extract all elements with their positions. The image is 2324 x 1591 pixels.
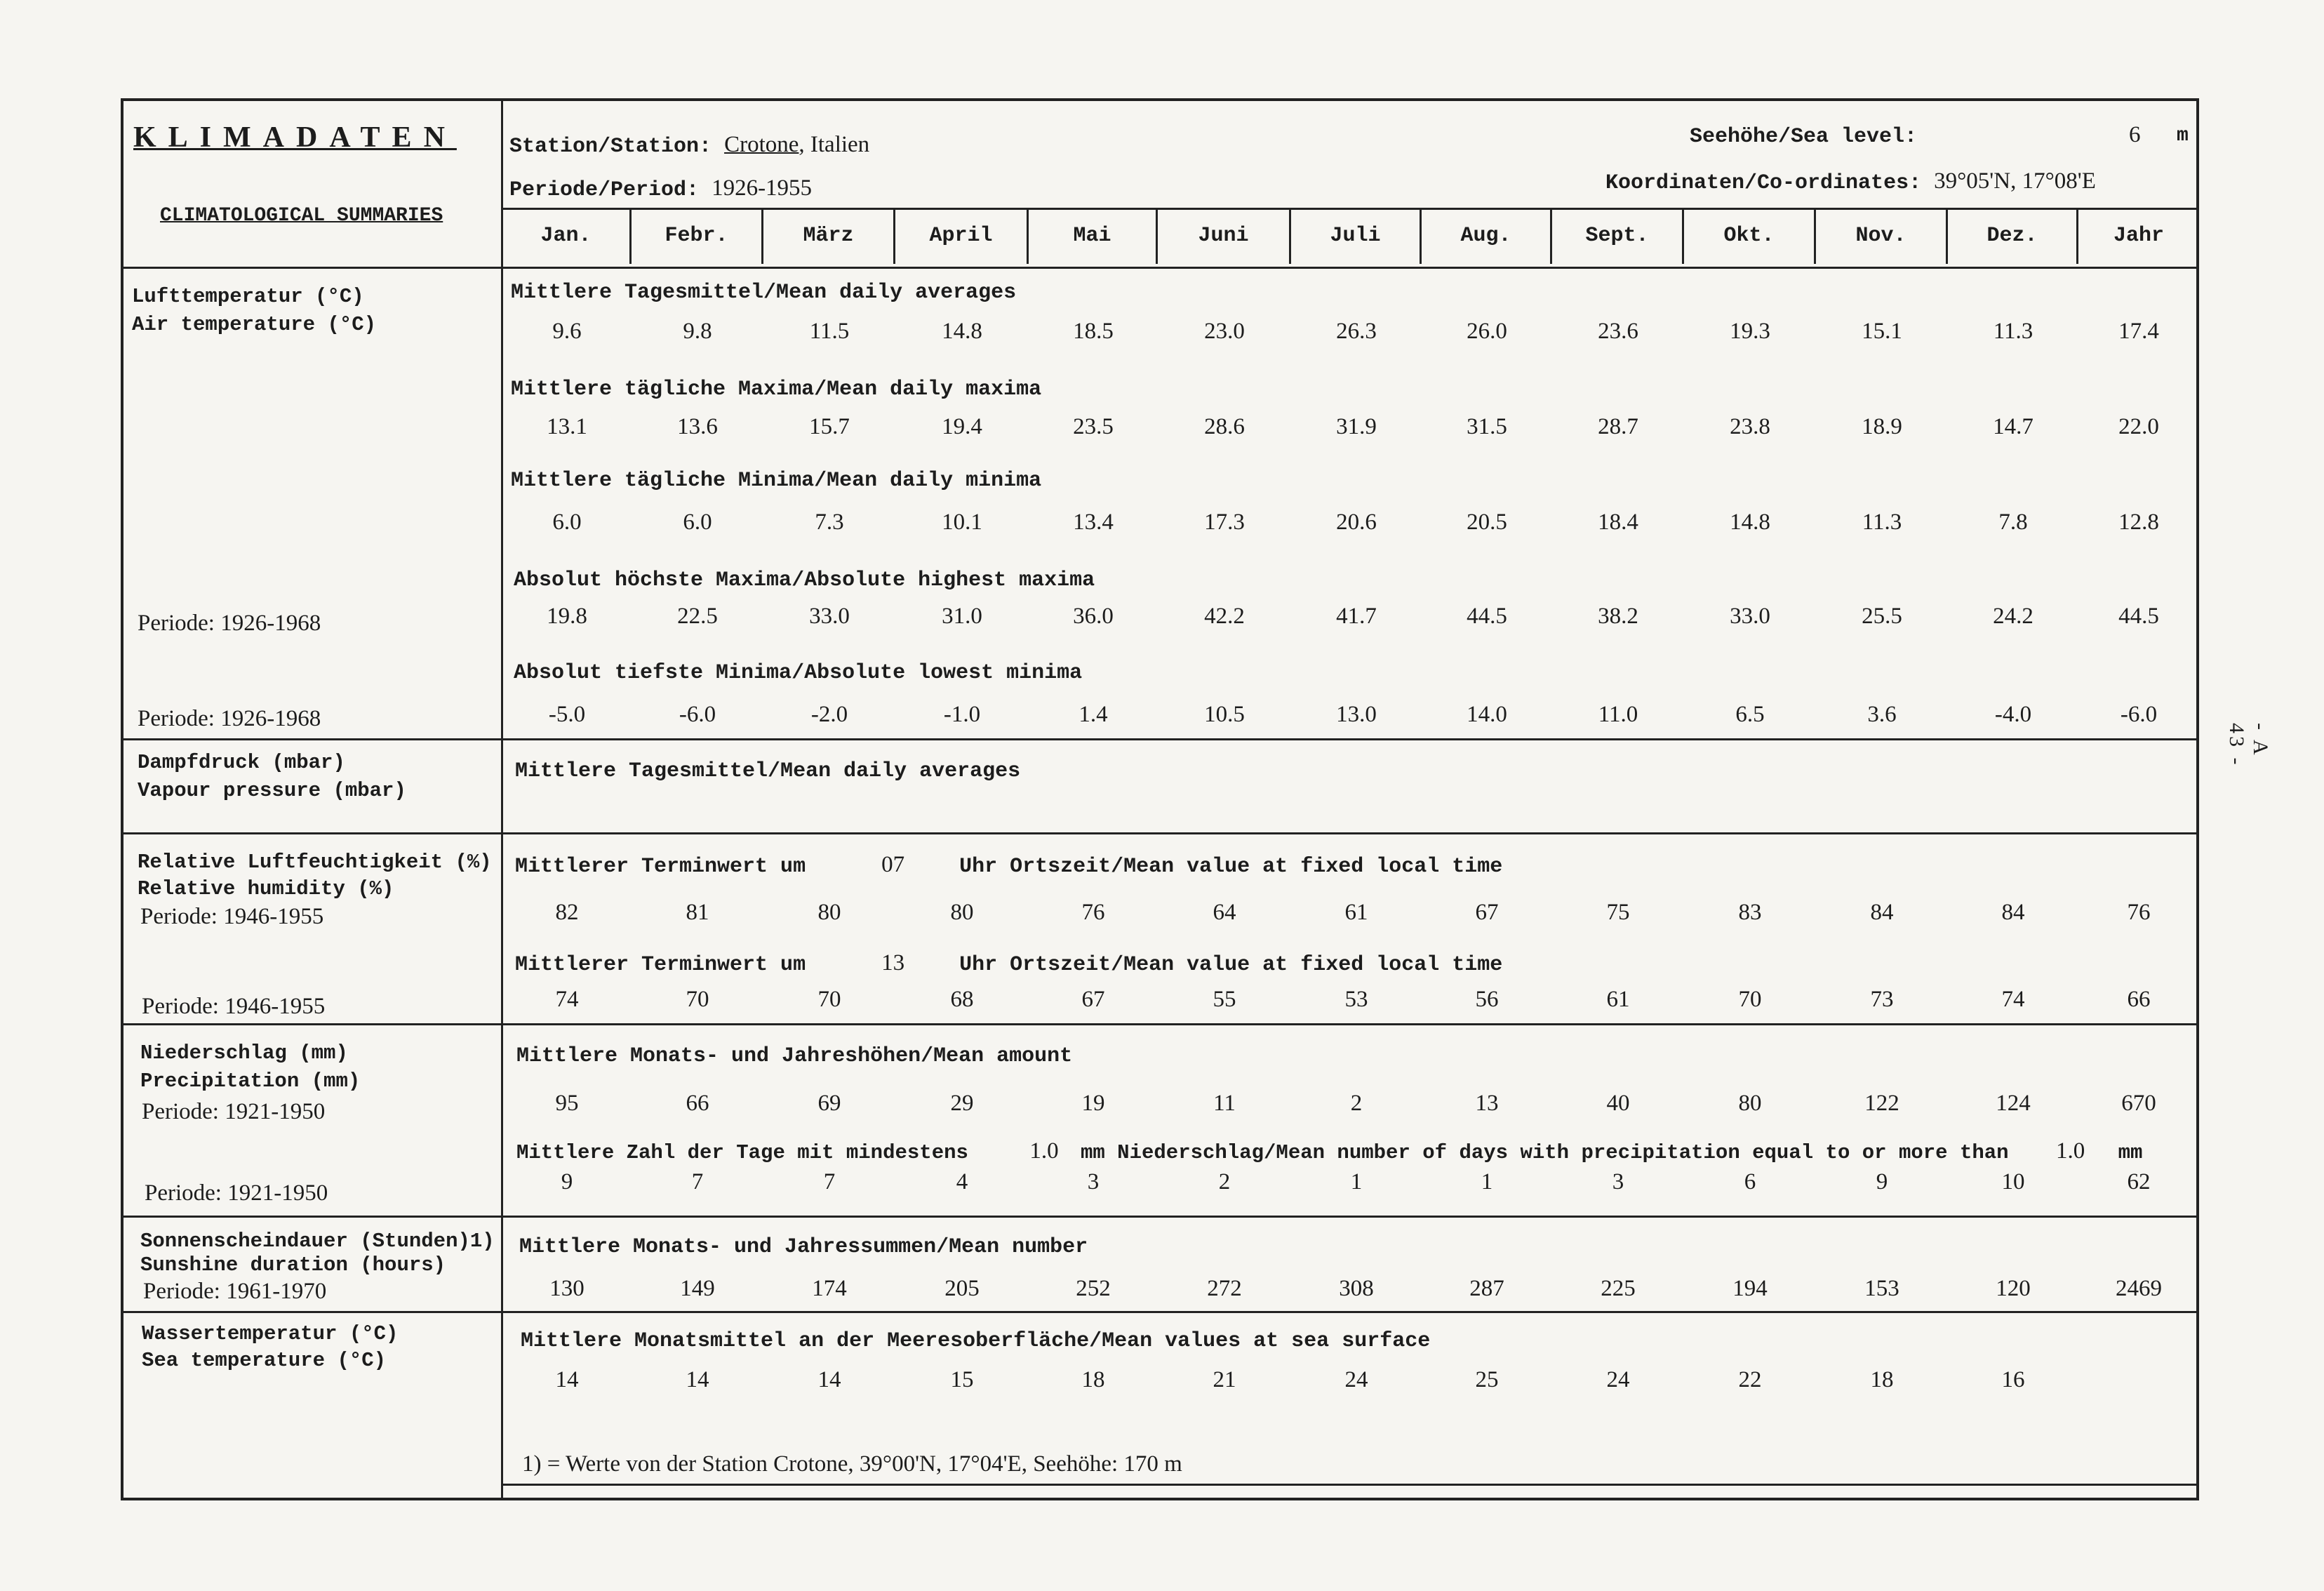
value-cell: 66 [2127, 987, 2151, 1012]
period-value: 1926-1955 [712, 175, 813, 201]
value-cell: 41.7 [1336, 604, 1377, 629]
page-title: KLIMADATEN [133, 121, 457, 154]
value-cell: 13 [1475, 1091, 1499, 1116]
value-cell: 205 [944, 1276, 980, 1301]
value-cell: 7 [691, 1169, 704, 1194]
value-cell: 16 [2001, 1367, 2025, 1392]
value-cell: 7.3 [815, 510, 844, 535]
value-cell: 75 [1606, 900, 1630, 925]
value-cell: 7.8 [1998, 510, 2028, 535]
value-cell: 20.5 [1467, 510, 1507, 535]
air-temp-heading-min: Mittlere tägliche Minima/Mean daily minima [511, 469, 1042, 493]
value-cell: 9.8 [683, 319, 712, 344]
value-cell: 31.0 [942, 604, 982, 629]
period-label: Periode/Period: [509, 178, 700, 202]
value-cell: 13.1 [547, 414, 587, 439]
humidity-label-en: Relative humidity (%) [138, 877, 394, 900]
value-cell: 13.4 [1073, 510, 1114, 535]
value-cell: 4 [956, 1169, 968, 1194]
value-cell: 73 [1870, 987, 1894, 1012]
sea-heading: Mittlere Monatsmittel an der Meeresoberfläche/Mean values at sea surface [521, 1329, 1431, 1353]
column-header-11: Nov. [1816, 208, 1948, 264]
value-cell: 2469 [2116, 1276, 2162, 1301]
value-cell: 174 [812, 1276, 847, 1301]
period-line [509, 175, 812, 202]
air-temp-label-en: Air temperature (°C) [132, 313, 377, 336]
value-cell: 28.7 [1598, 414, 1638, 439]
value-cell: 61 [1606, 987, 1630, 1012]
value-cell: 6 [1744, 1169, 1756, 1194]
value-cell: 1.4 [1078, 702, 1108, 727]
value-cell: 14.8 [942, 319, 982, 344]
value-cell: 38.2 [1598, 604, 1638, 629]
column-header-5: Mai [1029, 208, 1158, 264]
sunshine-label-en: Sunshine duration (hours) [140, 1253, 446, 1277]
value-cell: 62 [2127, 1169, 2151, 1194]
footnote: 1) = Werte von der Station Crotone, 39°00'N, 17°04'E, Seehöhe: 170 m [522, 1451, 1182, 1477]
value-cell: 20.6 [1336, 510, 1377, 535]
value-cell: 252 [1076, 1276, 1111, 1301]
value-cell: 194 [1732, 1276, 1768, 1301]
value-cell: 56 [1475, 987, 1499, 1012]
value-cell: 84 [1870, 900, 1894, 925]
humidity-period-2: Periode: 1946-1955 [142, 994, 326, 1019]
value-cell: 26.3 [1336, 319, 1377, 344]
column-header-9: Sept. [1552, 208, 1684, 264]
value-cell: -1.0 [943, 702, 981, 727]
value-cell: 18 [1081, 1367, 1105, 1392]
value-cell: 13.0 [1336, 702, 1377, 727]
precip-heading-days-b: mm Niederschlag/Mean number of days with precipitation equal to or more than [1080, 1141, 2009, 1164]
sunshine-period: Periode: 1961-1970 [143, 1279, 327, 1304]
precip-period-1: Periode: 1921-1950 [142, 1099, 326, 1124]
value-cell: 1 [1350, 1169, 1363, 1194]
value-cell: 122 [1864, 1091, 1899, 1116]
value-cell: 28.6 [1204, 414, 1245, 439]
value-cell: 22 [1738, 1367, 1762, 1392]
humidity-period-1: Periode: 1946-1955 [140, 904, 324, 929]
value-cell: 42.2 [1204, 604, 1245, 629]
value-cell: 14.8 [1730, 510, 1770, 535]
value-cell: 70 [817, 987, 841, 1012]
air-temp-label-de: Lufttemperatur (°C) [132, 285, 364, 308]
value-cell: 14 [555, 1367, 579, 1392]
footnote-rule [502, 1484, 2199, 1486]
value-cell: -4.0 [1994, 702, 2032, 727]
column-header-3: März [763, 208, 895, 264]
value-cell: 11.5 [809, 319, 850, 344]
value-cell: 29 [950, 1091, 974, 1116]
value-cell: 3.6 [1867, 702, 1897, 727]
value-cell: 11.3 [1862, 510, 1902, 535]
value-cell: 13.6 [677, 414, 718, 439]
value-cell: 19 [1081, 1091, 1105, 1116]
value-cell: 670 [2121, 1091, 2156, 1116]
value-cell: 22.0 [2118, 414, 2159, 439]
value-cell: 53 [1344, 987, 1368, 1012]
vapour-label-en: Vapour pressure (mbar) [138, 779, 406, 802]
value-cell: 11.3 [1993, 319, 2034, 344]
column-header-2: Febr. [632, 208, 763, 264]
value-cell: 149 [680, 1276, 715, 1301]
value-cell: 11 [1213, 1091, 1236, 1116]
column-header-6: Juni [1158, 208, 1291, 264]
value-cell: 10.1 [942, 510, 982, 535]
coords-label: Koordinaten/Co-ordinates: [1605, 171, 1922, 195]
value-cell: 308 [1339, 1276, 1374, 1301]
value-cell: 22.5 [677, 604, 718, 629]
value-cell: 81 [686, 900, 709, 925]
value-cell: 15.1 [1862, 319, 1902, 344]
value-cell: 12.8 [2118, 510, 2159, 535]
precip-threshold-1: 1.0 [1029, 1138, 1059, 1164]
value-cell: 18.5 [1073, 319, 1114, 344]
value-cell: 55 [1213, 987, 1236, 1012]
air-temp-period-abs-min: Periode: 1926-1968 [138, 706, 321, 731]
humidity-time-07: 07 [881, 852, 905, 877]
coords-line [1605, 168, 2096, 195]
value-cell: -6.0 [679, 702, 716, 727]
value-cell: 7 [823, 1169, 836, 1194]
humidity-heading-prefix: Mittlerer Terminwert um [515, 953, 806, 977]
value-cell: 23.8 [1730, 414, 1770, 439]
value-cell: 67 [1475, 900, 1499, 925]
value-cell: 17.3 [1204, 510, 1245, 535]
column-header-4: April [895, 208, 1029, 264]
value-cell: 70 [1738, 987, 1762, 1012]
vapour-label-de: Dampfdruck (mbar) [138, 751, 345, 774]
coords-value: 39°05'N, 17°08'E [1934, 168, 2096, 194]
precip-period-2: Periode: 1921-1950 [145, 1180, 328, 1206]
column-header-8: Aug. [1422, 208, 1552, 264]
air-temp-heading-mean: Mittlere Tagesmittel/Mean daily averages [511, 281, 1017, 305]
value-cell: 153 [1864, 1276, 1899, 1301]
value-cell: 11.0 [1598, 702, 1638, 727]
humidity-heading-13 [515, 950, 1502, 977]
value-cell: 9.6 [552, 319, 582, 344]
value-cell: 26.0 [1467, 319, 1507, 344]
value-cell: 76 [1081, 900, 1105, 925]
air-temp-heading-abs-max: Absolut höchste Maxima/Absolute highest maxima [514, 568, 1095, 592]
value-cell: 2 [1350, 1091, 1363, 1116]
value-cell: 80 [950, 900, 974, 925]
value-cell: 84 [2001, 900, 2025, 925]
value-cell: 19.3 [1730, 319, 1770, 344]
value-cell: 25 [1475, 1367, 1499, 1392]
value-cell: 76 [2127, 900, 2151, 925]
value-cell: 6.5 [1735, 702, 1765, 727]
value-cell: 67 [1081, 987, 1105, 1012]
value-cell: 19.8 [547, 604, 587, 629]
value-cell: 6.0 [683, 510, 712, 535]
section-rule-vapour [121, 738, 2199, 740]
value-cell: 24 [1606, 1367, 1630, 1392]
sealevel-label: Seehöhe/Sea level: [1690, 125, 1918, 149]
value-cell: 31.9 [1336, 414, 1377, 439]
value-cell: 44.5 [1467, 604, 1507, 629]
station-country: , Italien [799, 132, 870, 157]
value-cell: 14.0 [1467, 702, 1507, 727]
column-header-row [502, 208, 2199, 264]
value-cell: 33.0 [809, 604, 850, 629]
value-cell: 80 [1738, 1091, 1762, 1116]
value-cell: -6.0 [2120, 702, 2158, 727]
precip-label-de: Niederschlag (mm) [140, 1041, 348, 1065]
precip-heading-amount: Mittlere Monats- und Jahreshöhen/Mean amount [516, 1044, 1073, 1068]
section-rule-sea [121, 1311, 2199, 1313]
station-label: Station/Station: [509, 135, 712, 159]
value-cell: 17.4 [2118, 319, 2159, 344]
value-cell: 18.9 [1862, 414, 1902, 439]
value-cell: 23.0 [1204, 319, 1245, 344]
value-cell: 24.2 [1993, 604, 2034, 629]
value-cell: 23.5 [1073, 414, 1114, 439]
sealevel-unit: m [2177, 125, 2189, 147]
value-cell: 9 [1876, 1169, 1888, 1194]
page-number: - A 43 - [2225, 723, 2272, 768]
air-temp-period-abs-max: Periode: 1926-1968 [138, 611, 321, 636]
sea-label-en: Sea temperature (°C) [142, 1349, 387, 1372]
precip-heading-days-a: Mittlere Zahl der Tage mit mindestens [516, 1141, 968, 1164]
value-cell: 14 [686, 1367, 709, 1392]
value-cell: -2.0 [810, 702, 848, 727]
value-cell: 10.5 [1204, 702, 1245, 727]
humidity-label-de: Relative Luftfeuchtigkeit (%) [138, 851, 492, 874]
value-cell: 14 [817, 1367, 841, 1392]
section-rule-humidity [121, 832, 2199, 834]
value-cell: 6.0 [552, 510, 582, 535]
value-cell: 1 [1481, 1169, 1493, 1194]
value-cell: 66 [686, 1091, 709, 1116]
value-cell: 24 [1344, 1367, 1368, 1392]
value-cell: 272 [1207, 1276, 1242, 1301]
humidity-heading-suffix: Uhr Ortszeit/Mean value at fixed local time [959, 953, 1503, 977]
value-cell: 61 [1344, 900, 1368, 925]
sunshine-label-de: Sonnenscheindauer (Stunden)1) [140, 1230, 495, 1253]
value-cell: 64 [1213, 900, 1236, 925]
header-divider [121, 267, 2199, 269]
value-cell: 23.6 [1598, 319, 1638, 344]
vapour-heading: Mittlere Tagesmittel/Mean daily averages [515, 759, 1021, 783]
value-cell: 82 [555, 900, 579, 925]
air-temp-heading-abs-min: Absolut tiefste Minima/Absolute lowest minima [514, 661, 1083, 685]
value-cell: 124 [1996, 1091, 2031, 1116]
value-cell: 68 [950, 987, 974, 1012]
column-header-1: Jan. [502, 208, 632, 264]
sea-label-de: Wassertemperatur (°C) [142, 1322, 399, 1345]
value-cell: 10 [2001, 1169, 2025, 1194]
value-cell: 31.5 [1467, 414, 1507, 439]
value-cell: 3 [1087, 1169, 1100, 1194]
value-cell: 74 [555, 987, 579, 1012]
value-cell: 225 [1601, 1276, 1636, 1301]
value-cell: 15 [950, 1367, 974, 1392]
value-cell: -5.0 [548, 702, 586, 727]
value-cell: 40 [1606, 1091, 1630, 1116]
section-rule-sunshine [121, 1216, 2199, 1218]
value-cell: 44.5 [2118, 604, 2159, 629]
value-cell: 70 [686, 987, 709, 1012]
humidity-heading-suffix: Uhr Ortszeit/Mean value at fixed local time [959, 855, 1503, 879]
station-line [509, 132, 869, 159]
precip-threshold-2: 1.0 [2056, 1138, 2085, 1164]
column-header-13: Jahr [2113, 224, 2164, 248]
value-cell: 74 [2001, 987, 2025, 1012]
value-cell: 2 [1218, 1169, 1231, 1194]
precip-threshold-unit: mm [2118, 1141, 2143, 1164]
label-column-divider [501, 98, 503, 1500]
value-cell: 130 [549, 1276, 585, 1301]
column-header-10: Okt. [1684, 208, 1816, 264]
value-cell: 3 [1612, 1169, 1624, 1194]
air-temp-heading-max: Mittlere tägliche Maxima/Mean daily maxima [511, 378, 1042, 401]
column-header-12: Dez. [1948, 208, 2078, 264]
value-cell: 80 [817, 900, 841, 925]
page-subtitle: CLIMATOLOGICAL SUMMARIES [160, 205, 443, 227]
sealevel-value: 6 [2129, 122, 2141, 147]
value-cell: 15.7 [809, 414, 850, 439]
humidity-time-13: 13 [881, 950, 905, 976]
precip-label-en: Precipitation (mm) [140, 1070, 361, 1093]
value-cell: 33.0 [1730, 604, 1770, 629]
value-cell: 83 [1738, 900, 1762, 925]
value-cell: 14.7 [1993, 414, 2034, 439]
value-cell: 19.4 [942, 414, 982, 439]
section-rule-precip [121, 1023, 2199, 1025]
value-cell: 25.5 [1862, 604, 1902, 629]
value-cell: 36.0 [1073, 604, 1114, 629]
value-cell: 18 [1870, 1367, 1894, 1392]
precip-heading-days [516, 1138, 2142, 1164]
value-cell: 120 [1996, 1276, 2031, 1301]
humidity-heading-prefix: Mittlerer Terminwert um [515, 855, 806, 879]
sunshine-heading: Mittlere Monats- und Jahressummen/Mean number [519, 1235, 1088, 1259]
column-header-7: Juli [1291, 208, 1422, 264]
value-cell: 9 [561, 1169, 573, 1194]
value-cell: 95 [555, 1091, 579, 1116]
value-cell: 21 [1213, 1367, 1236, 1392]
value-cell: 69 [817, 1091, 841, 1116]
value-cell: 18.4 [1598, 510, 1638, 535]
value-cell: 287 [1469, 1276, 1504, 1301]
humidity-heading-07 [515, 852, 1502, 879]
station-name: Crotone [724, 132, 799, 157]
